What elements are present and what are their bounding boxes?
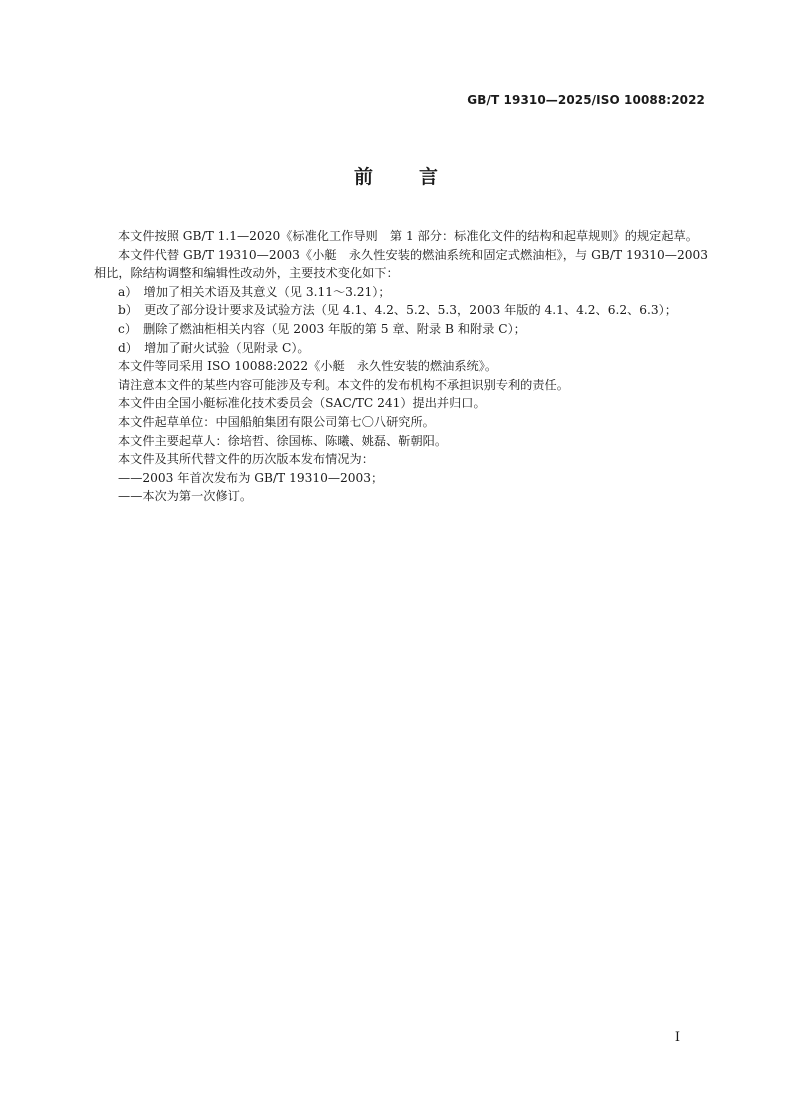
standard-code-header: GB/T 19310—2025/ISO 10088:2022 — [467, 93, 705, 107]
foreword-body — [94, 227, 708, 506]
paragraph-drafters: 本文件主要起草人：徐培哲、徐国栋、陈曦、姚磊、靳朝阳。 — [118, 433, 448, 448]
page-number: I — [674, 1030, 680, 1045]
paragraph-history-intro: 本文件及其所代替文件的历次版本发布情况为： — [118, 452, 374, 467]
paragraph-committee: 本文件由全国小艇标准化技术委员会（SAC/TC 241）提出并归口。 — [118, 396, 486, 411]
history-item-current: ——本次为第一次修订。 — [118, 489, 253, 504]
history-item-first: ——2003 年首次发布为 GB/T 19310—2003； — [118, 470, 384, 485]
paragraph-patent-notice: 请注意本文件的某些内容可能涉及专利。本文件的发布机构不承担识别专利的责任。 — [118, 377, 569, 392]
list-item-d: d） 增加了耐火试验（见附录 C）。 — [118, 340, 310, 355]
paragraph-drafting-unit: 本文件起草单位：中国船舶集团有限公司第七〇八研究所。 — [118, 414, 435, 429]
paragraph-iso-adoption: 本文件等同采用 ISO 10088:2022《小艇 永久性安装的燃油系统》。 — [118, 359, 498, 374]
list-item-a: a） 增加了相关术语及其意义（见 3.11～3.21）； — [118, 284, 391, 299]
list-item-b: b） 更改了部分设计要求及试验方法（见 4.1、4.2、5.2、5.3，2003 年版的 4.1、4.2、6.2、6.3）； — [118, 303, 677, 318]
paragraph-replacement: 本文件代替 GB/T 19310—2003《小艇 永久性安装的燃油系统和固定式燃油柜》，与 GB/T 19310—2003 相比，除结构调整和编辑性改动外，主要技术变化如下： — [94, 247, 708, 281]
paragraph-drafting-rules: 本文件按照 GB/T 1.1—2020《标准化工作导则 第 1 部分：标准化文件的结构和起草规则》的规定起草。 — [118, 229, 698, 243]
page-title: 前言 — [353, 166, 484, 188]
list-item-c: c） 删除了燃油柜相关内容（见 2003 年版的第 5 章、附录 B 和附录 C）； — [118, 321, 526, 336]
